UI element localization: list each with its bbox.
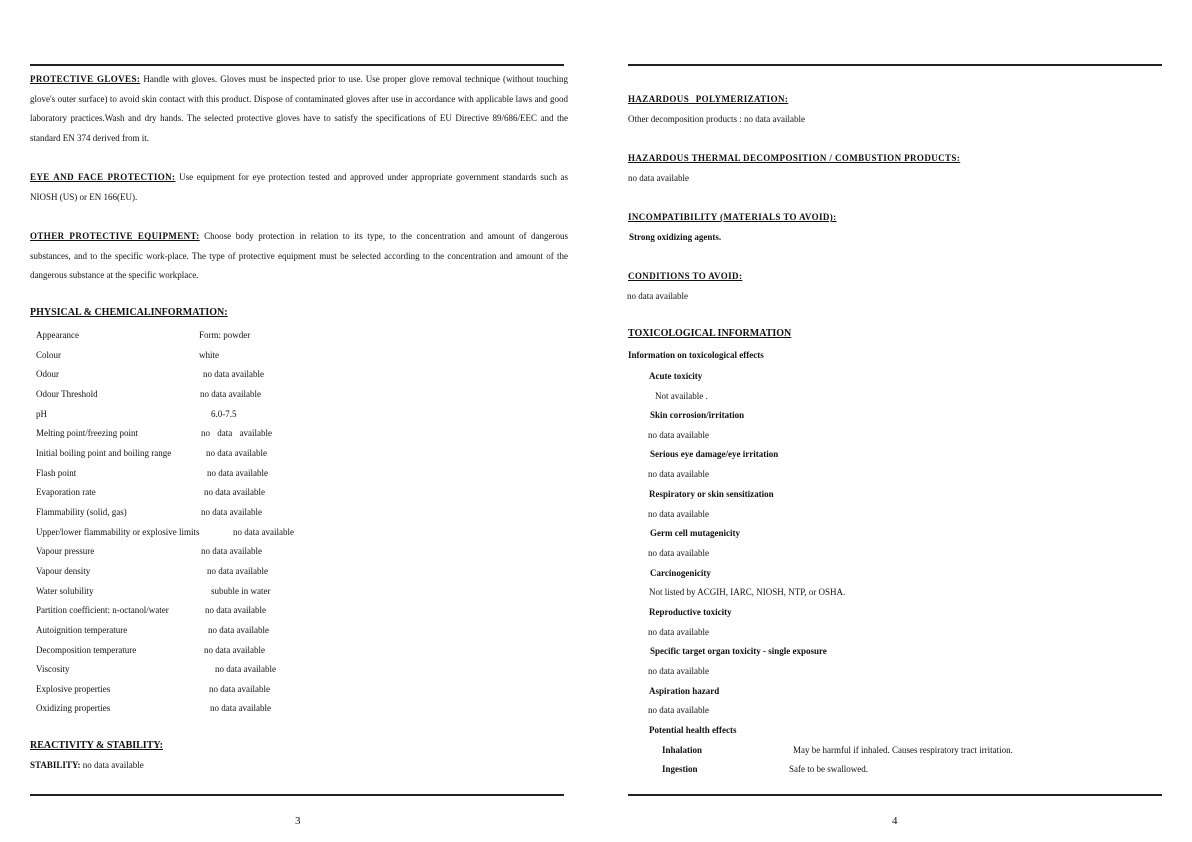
prop-label: Decomposition temperature — [36, 645, 137, 655]
prop-value: Form: powder — [199, 330, 251, 340]
carc-label: Carcinogenicity — [650, 568, 711, 578]
prop-value: white — [199, 350, 219, 360]
stability-line — [30, 759, 144, 771]
protective-gloves-heading: PROTECTIVE GLOVES: — [30, 74, 141, 84]
resp-label: Respiratory or skin sensitization — [649, 489, 774, 499]
incompatibility-text: Strong oxidizing agents. — [629, 232, 722, 242]
stot-value: no data available — [648, 666, 709, 676]
prop-value: no data available — [206, 448, 267, 458]
prop-label: Appearance — [36, 330, 79, 340]
hazardous-polymerization-text: Other decomposition products : no data available — [628, 114, 805, 124]
acute-value: Not available . — [655, 391, 708, 401]
hazardous-polymerization-heading: HAZARDOUS POLYMERIZATION: — [628, 94, 789, 104]
prop-label: Upper/lower flammability or explosive limits — [36, 527, 200, 537]
stability-label: STABILITY: — [30, 760, 81, 770]
other-equipment-paragraph — [30, 227, 568, 286]
prop-label: pH — [36, 409, 47, 419]
conditions-heading: CONDITIONS TO AVOID: — [628, 271, 743, 281]
prop-value: no data available — [207, 468, 268, 478]
skin-value: no data available — [648, 430, 709, 440]
prop-value: 6.0-7.5 — [211, 409, 237, 419]
prop-label: Oxidizing properties — [36, 703, 111, 713]
prop-value: no data available — [233, 527, 294, 537]
prop-value: no data available — [210, 703, 271, 713]
physchem-heading: PHYSICAL & CHEMICALINFORMATION: — [30, 307, 228, 318]
prop-label: Water solubility — [36, 586, 94, 596]
prop-value: no data available — [201, 507, 262, 517]
page-number: 3 — [295, 815, 301, 827]
prop-value: no data available — [203, 369, 264, 379]
aspiration-value: no data available — [648, 705, 709, 715]
hazardous-thermal-text: no data available — [628, 173, 689, 183]
top-rule — [30, 64, 564, 66]
prop-value: no data available — [205, 605, 266, 615]
repro-label: Reproductive toxicity — [649, 607, 732, 617]
inhalation-label: Inhalation — [662, 745, 703, 755]
prop-value: no data available — [200, 389, 261, 399]
top-rule — [628, 64, 1162, 66]
incompatibility-heading: INCOMPATIBILITY (MATERIALS TO AVOID): — [628, 212, 837, 222]
skin-label: Skin corrosion/irritation — [650, 410, 745, 420]
prop-label: Viscosity — [36, 664, 70, 674]
prop-label: Evaporation rate — [36, 487, 96, 497]
hazardous-thermal-heading: HAZARDOUS THERMAL DECOMPOSITION / COMBUSTION PRODUCTS: — [628, 153, 961, 163]
ingestion-label: Ingestion — [662, 764, 698, 774]
prop-label: Odour Threshold — [36, 389, 98, 399]
page-number: 4 — [892, 815, 898, 827]
bottom-rule — [30, 794, 564, 796]
toxicological-subheading: Information on toxicological effects — [628, 350, 764, 360]
prop-label: Autoignition temperature — [36, 625, 128, 635]
stot-label: Specific target organ toxicity - single exposure — [650, 646, 827, 656]
inhalation-value: May be harmful if inhaled. Causes respiratory tract irritation. — [793, 745, 1013, 755]
reactivity-heading: REACTIVITY & STABILITY: — [30, 740, 163, 751]
prop-label: Flammability (solid, gas) — [36, 507, 127, 517]
eye-face-paragraph — [30, 168, 568, 207]
prop-value: no data available — [201, 546, 262, 556]
eye-face-heading: EYE AND FACE PROTECTION: — [30, 172, 176, 182]
page-4 — [596, 0, 1192, 842]
germ-label: Germ cell mutagenicity — [650, 528, 740, 538]
protective-gloves-text: Handle with gloves. Gloves must be inspected prior to use. Use proper glove removal technique (without touching glove's outer surface) to avoid skin contact with this product. Dispose of contaminated gloves after use in accordance with applicable laws and good laboratory practices.Wash and dry hands. The selected protective gloves have to satisfy the specifications of EU Directive 89/686/EEC and the standard EN 374 derived from it. — [30, 74, 568, 143]
prop-label: Flash point — [36, 468, 77, 478]
prop-label: Melting point/freezing point — [36, 428, 138, 438]
prop-label: Initial boiling point and boiling range — [36, 448, 172, 458]
prop-value: no data available — [215, 664, 276, 674]
prop-label: Colour — [36, 350, 62, 360]
eye-label: Serious eye damage/eye irritation — [650, 449, 779, 459]
prop-label: Partition coefficient: n-octanol/water — [36, 605, 169, 615]
germ-value: no data available — [648, 548, 709, 558]
other-equipment-heading: OTHER PROTECTIVE EQUIPMENT: — [30, 231, 200, 241]
prop-value: sububle in water — [211, 586, 271, 596]
prop-label: Vapour pressure — [36, 546, 95, 556]
prop-label: Odour — [36, 369, 59, 379]
eye-face-text: Use equipment for eye protection tested and approved under appropriate government standards such as NIOSH (US) or EN 166(EU). — [30, 172, 568, 202]
prop-value: no data available — [208, 625, 269, 635]
carc-value: Not listed by ACGIH, IARC, NIOSH, NTP, or OSHA. — [649, 587, 846, 597]
conditions-text: no data available — [627, 291, 688, 301]
protective-gloves-paragraph — [30, 70, 568, 148]
aspiration-label: Aspiration hazard — [649, 686, 720, 696]
prop-value: no data available — [209, 684, 270, 694]
prop-value: no data available — [204, 487, 265, 497]
prop-value: no data available — [204, 645, 265, 655]
bottom-rule — [628, 794, 1162, 796]
stability-value: no data available — [80, 760, 144, 770]
prop-value: no data available — [207, 566, 268, 576]
acute-label: Acute toxicity — [649, 371, 703, 381]
resp-value: no data available — [648, 509, 709, 519]
prop-label: Explosive properties — [36, 684, 111, 694]
prop-label: Vapour density — [36, 566, 91, 576]
eye-value: no data available — [648, 469, 709, 479]
repro-value: no data available — [648, 627, 709, 637]
other-equipment-text: Choose body protection in relation to its type, to the concentration and amount of dangerous substances, and to the specific work-place. The type of protective equipment must be selected according to the concentration and amount of the dangerous substance at the specific workplace. — [30, 231, 568, 280]
prop-value: no data available — [201, 428, 272, 438]
ingestion-value: Safe to be swallowed. — [789, 764, 868, 774]
health-effects-label: Potential health effects — [649, 725, 737, 735]
toxicological-heading: TOXICOLOGICAL INFORMATION — [628, 328, 792, 339]
